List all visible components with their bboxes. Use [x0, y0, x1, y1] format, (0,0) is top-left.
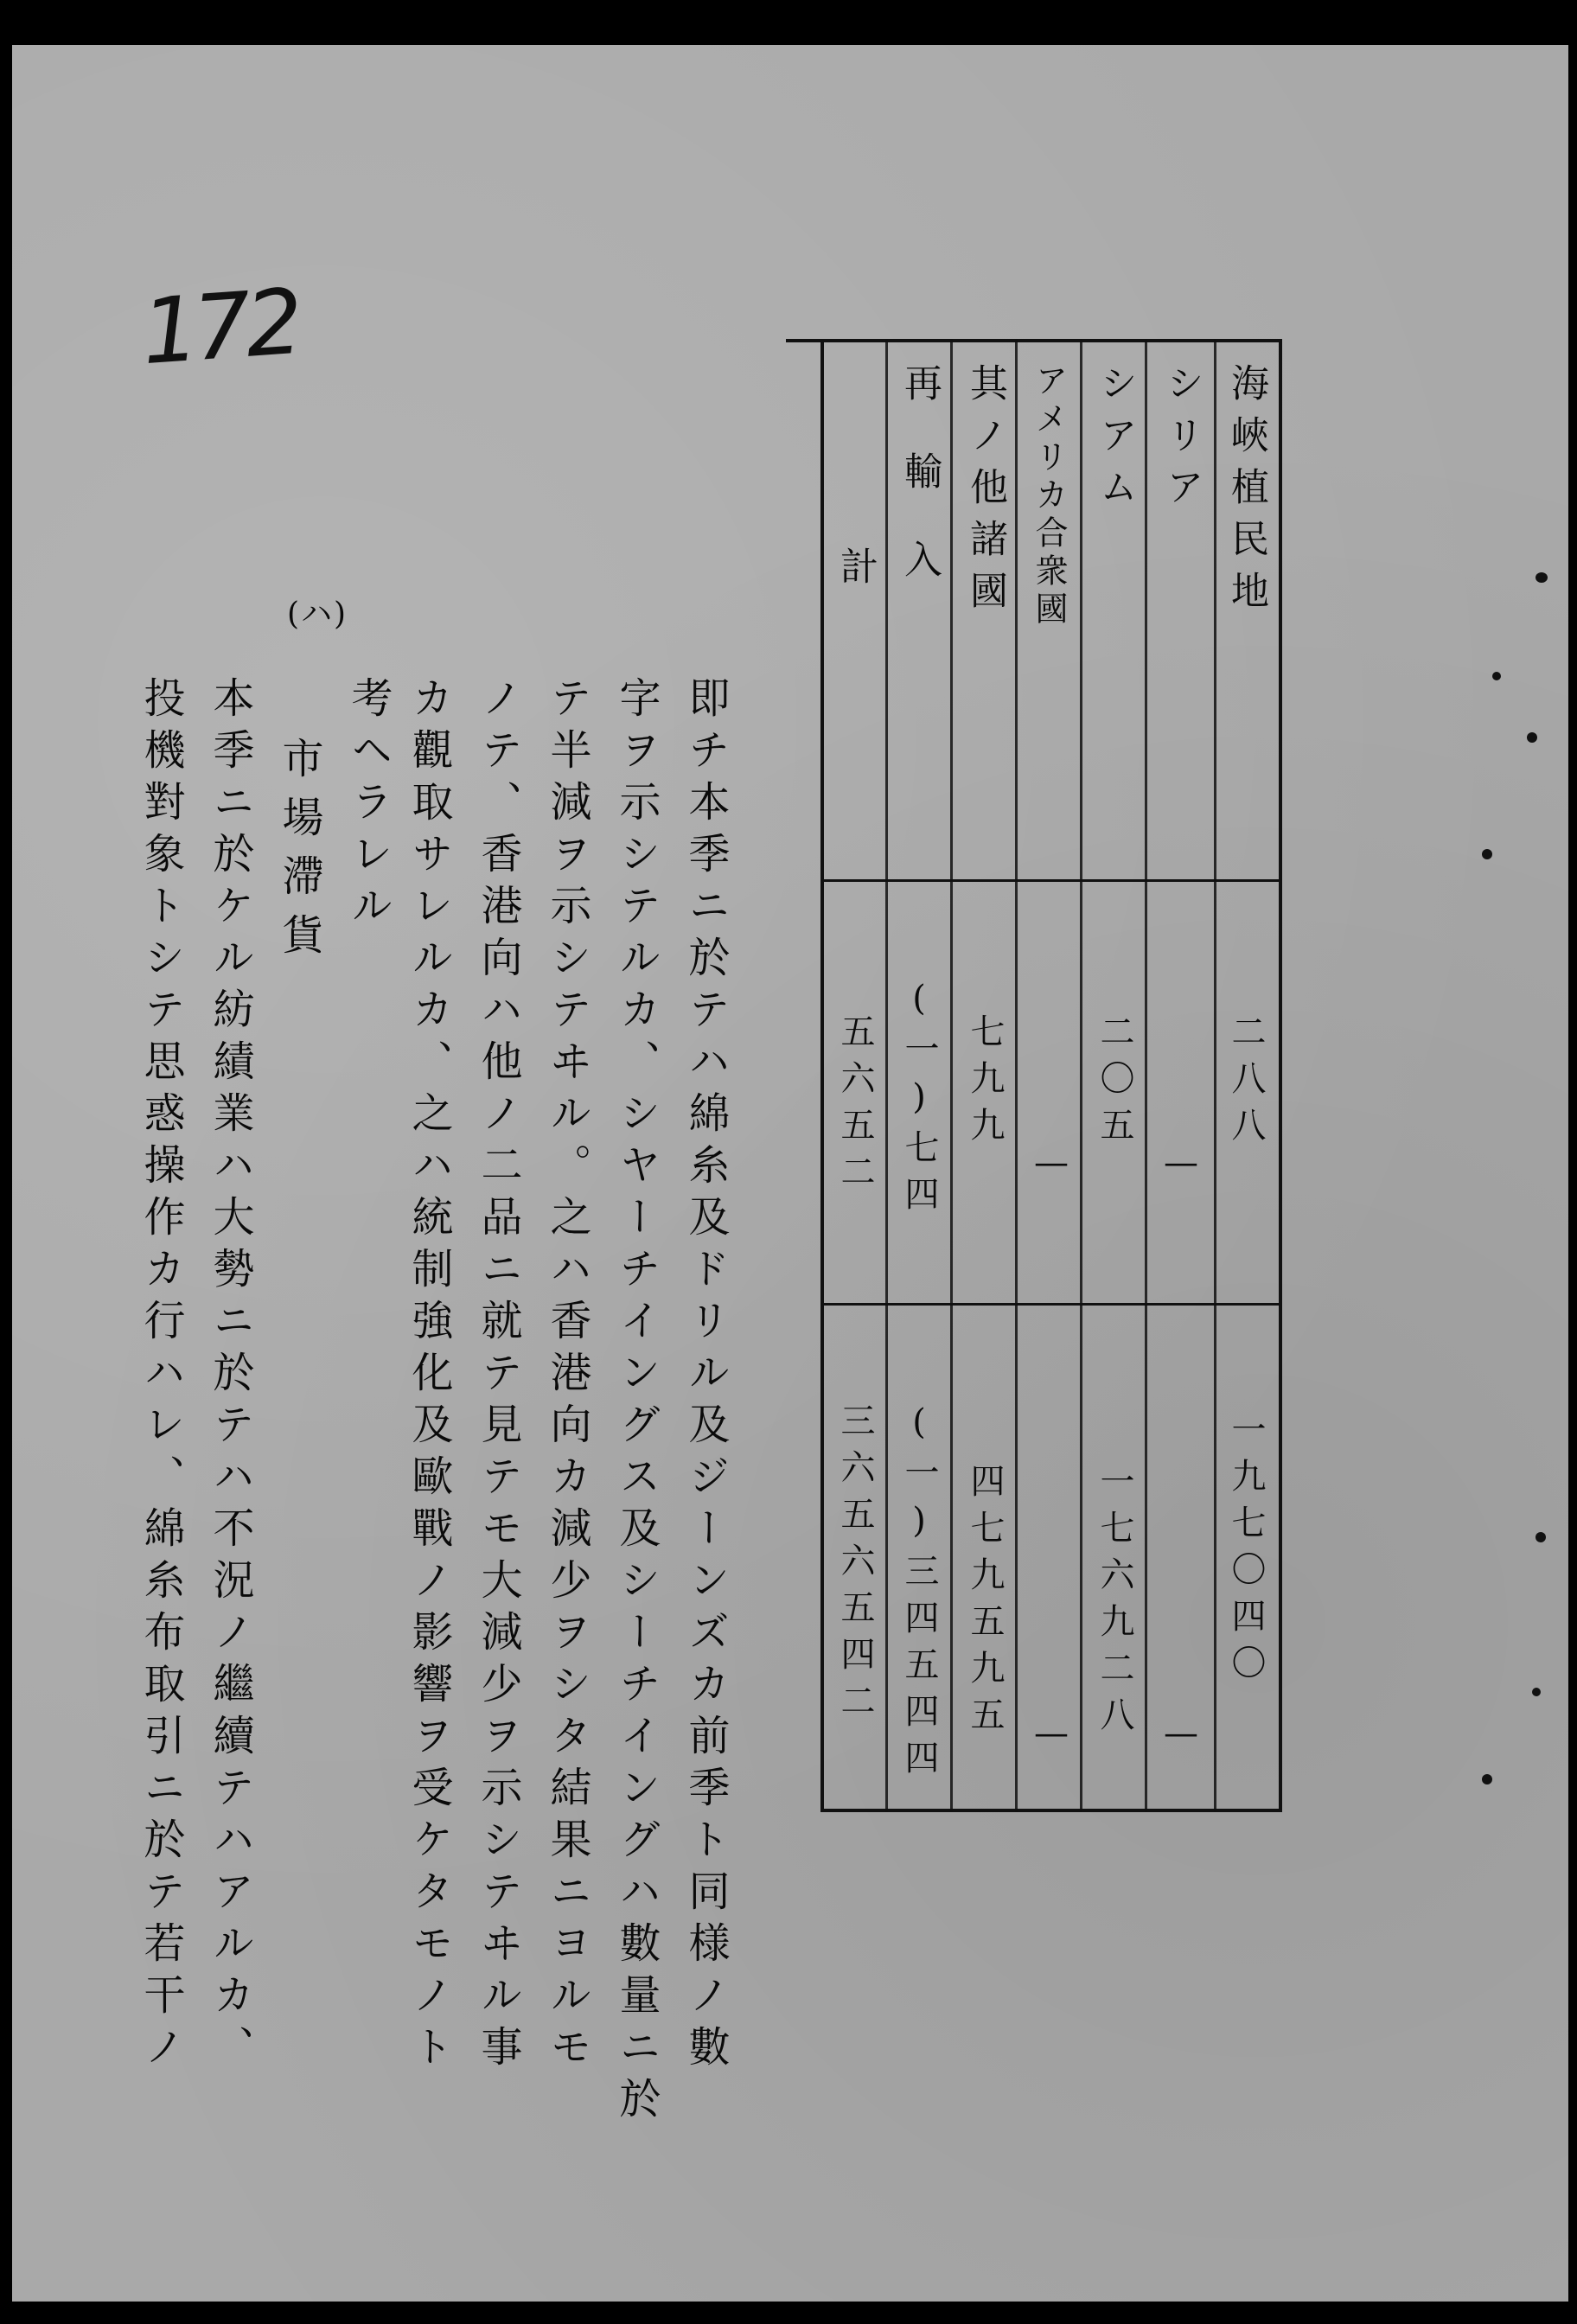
- table-col-rule: [1080, 339, 1082, 1812]
- value-cell: (一)三四五四四: [899, 1402, 939, 1786]
- value-cell: 二〇五: [1095, 1013, 1134, 1153]
- row-label: 再輸入: [897, 363, 942, 628]
- value-cell: —: [1031, 1714, 1071, 1765]
- scan-speck: [1536, 572, 1548, 583]
- table-col-rule: [1214, 339, 1216, 1812]
- text-column: 考ヘラレル: [344, 676, 393, 935]
- section-heading: 市場滯貨: [275, 737, 323, 972]
- value-cell: 五六五二: [835, 1013, 875, 1200]
- scan-speck: [1492, 672, 1501, 680]
- value-cell: 一七六九二八: [1095, 1463, 1134, 1743]
- table-rule-top: [786, 339, 1279, 342]
- table-rule-left: [820, 339, 824, 1812]
- value-cell: 四七九五九五: [965, 1463, 1005, 1743]
- row-label: 計: [833, 546, 878, 598]
- value-cell: —: [1161, 1714, 1201, 1765]
- table-rule-bottom: [820, 1809, 1279, 1812]
- text-column: テ半減ヲ示シテヰル。之ハ香港向カ減少ヲシタ結果ニヨルモ: [543, 676, 591, 2077]
- row-label: 海峽植民地: [1224, 363, 1268, 622]
- text-column: 即チ本季ニ於テハ綿糸及ドリル及ジーンズカ前季ト同様ノ數: [681, 676, 730, 2077]
- scan-speck: [1482, 1774, 1492, 1784]
- text-column: カ觀取サレルカ、之ハ統制強化及歐戰ノ影響ヲ受ケタモノト: [405, 676, 453, 2077]
- page-number: 172: [137, 268, 302, 386]
- table-col-rule: [950, 339, 953, 1812]
- export-table: [820, 339, 1287, 1809]
- text-column: 本季ニ於ケル紡績業ハ大勢ニ於テハ不況ノ繼續テハアルカ、: [206, 676, 254, 2077]
- table-rule-mid2: [820, 1303, 1279, 1306]
- scan-speck: [1532, 1688, 1541, 1696]
- row-label: 其ノ他諸國: [963, 363, 1007, 622]
- text-column: ノテ、香港向ハ他ノ二品ニ就テ見テモ大減少ヲ示シテヰル事: [474, 676, 522, 2077]
- table-col-rule: [1145, 339, 1147, 1812]
- text-column: 投機對象トシテ思惑操作カ行ハレ、綿糸布取引ニ於テ若干ノ: [137, 676, 185, 2077]
- section-marker: (ハ): [287, 597, 348, 632]
- scan-speck: [1482, 849, 1492, 859]
- scan-border: [0, 0, 1577, 45]
- row-label: シアム: [1093, 363, 1137, 519]
- table-rule-mid1: [820, 879, 1279, 882]
- table-col-rule: [1015, 339, 1018, 1812]
- value-cell: 三六五六五四二: [835, 1402, 875, 1729]
- document-page: [12, 45, 1568, 2302]
- scan-speck: [1527, 732, 1537, 743]
- table-col-rule: [885, 339, 888, 1812]
- value-cell: —: [1031, 1143, 1071, 1195]
- scan-speck: [1536, 1532, 1546, 1542]
- value-cell: 一九七〇四〇: [1226, 1411, 1266, 1691]
- value-cell: 二八八: [1226, 1013, 1266, 1153]
- value-cell: 七九九: [965, 1013, 1005, 1153]
- value-cell: —: [1161, 1143, 1201, 1195]
- text-column: 字ヲ示シテルカ、シヤーチイングス及シーチイングハ數量ニ於: [612, 676, 661, 2129]
- table-rule-right: [1279, 339, 1282, 1812]
- row-label: シリア: [1159, 363, 1204, 519]
- row-label: アメリカ合衆國: [1030, 363, 1068, 629]
- value-cell: (一)七四: [899, 979, 939, 1223]
